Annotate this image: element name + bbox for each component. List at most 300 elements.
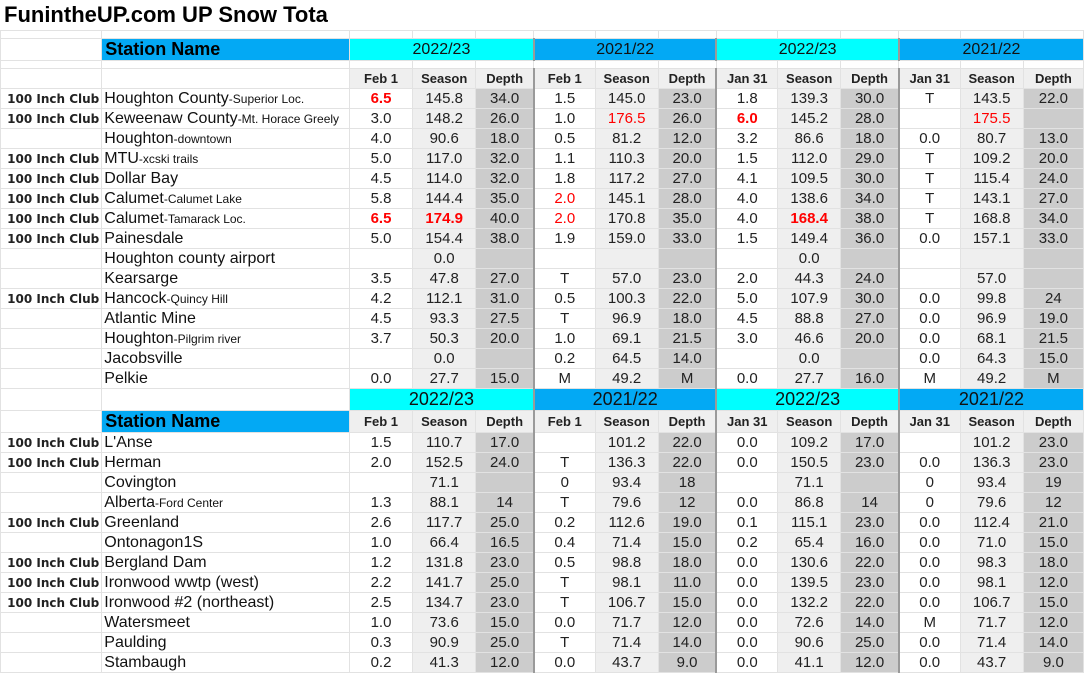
data-cell[interactable]: 23.0 xyxy=(841,573,899,593)
data-cell[interactable]: 1.8 xyxy=(716,89,777,109)
data-cell[interactable] xyxy=(534,433,595,453)
data-cell[interactable]: 5.8 xyxy=(349,189,412,209)
data-cell[interactable]: 0.2 xyxy=(534,513,595,533)
data-cell[interactable]: 3.0 xyxy=(349,109,412,129)
data-cell[interactable]: 64.3 xyxy=(960,349,1023,369)
data-cell[interactable]: 1.1 xyxy=(534,149,595,169)
data-cell[interactable]: 27.0 xyxy=(476,269,534,289)
data-cell[interactable]: 66.4 xyxy=(413,533,476,553)
data-cell[interactable]: 0.0 xyxy=(716,453,777,473)
data-cell[interactable]: 15.0 xyxy=(658,593,716,613)
data-cell[interactable]: 46.6 xyxy=(778,329,841,349)
data-cell[interactable]: 143.5 xyxy=(960,89,1023,109)
data-cell[interactable]: 0.0 xyxy=(716,613,777,633)
data-cell[interactable]: 16.0 xyxy=(841,369,899,389)
data-cell[interactable]: 0.5 xyxy=(534,289,595,309)
data-cell[interactable]: 0.0 xyxy=(716,493,777,513)
data-cell[interactable]: 0.0 xyxy=(899,573,960,593)
data-cell[interactable]: 114.0 xyxy=(413,169,476,189)
data-cell[interactable]: 141.7 xyxy=(413,573,476,593)
data-cell[interactable]: 23.0 xyxy=(841,513,899,533)
data-cell[interactable] xyxy=(841,249,899,269)
data-cell[interactable]: 130.6 xyxy=(778,553,841,573)
data-cell[interactable]: 0.5 xyxy=(534,129,595,149)
data-cell[interactable]: 0.0 xyxy=(413,249,476,269)
data-cell[interactable]: 57.0 xyxy=(960,269,1023,289)
data-cell[interactable]: 24 xyxy=(1023,289,1083,309)
data-cell[interactable]: 0.0 xyxy=(899,533,960,553)
data-cell[interactable]: 107.9 xyxy=(778,289,841,309)
data-cell[interactable]: 79.6 xyxy=(595,493,658,513)
data-cell[interactable]: 109.2 xyxy=(960,149,1023,169)
data-cell[interactable]: 139.5 xyxy=(778,573,841,593)
data-cell[interactable]: 4.2 xyxy=(349,289,412,309)
data-cell[interactable]: 23.0 xyxy=(476,553,534,573)
data-cell[interactable]: 109.2 xyxy=(778,433,841,453)
data-cell[interactable]: 115.4 xyxy=(960,169,1023,189)
data-cell[interactable]: 101.2 xyxy=(960,433,1023,453)
data-cell[interactable]: 34.0 xyxy=(841,189,899,209)
data-cell[interactable]: 112.1 xyxy=(413,289,476,309)
data-cell[interactable]: 90.6 xyxy=(413,129,476,149)
data-cell[interactable]: 16.5 xyxy=(476,533,534,553)
data-cell[interactable]: M xyxy=(658,369,716,389)
data-cell[interactable]: 27.0 xyxy=(1023,189,1083,209)
data-cell[interactable]: 20.0 xyxy=(476,329,534,349)
data-cell[interactable]: 30.0 xyxy=(841,89,899,109)
data-cell[interactable]: 19 xyxy=(1023,473,1083,493)
data-cell[interactable]: 98.1 xyxy=(595,573,658,593)
data-cell[interactable]: 4.5 xyxy=(349,309,412,329)
data-cell[interactable]: 36.0 xyxy=(841,229,899,249)
data-cell[interactable]: 0.0 xyxy=(778,249,841,269)
data-cell[interactable] xyxy=(476,473,534,493)
data-cell[interactable] xyxy=(899,433,960,453)
data-cell[interactable]: 136.3 xyxy=(960,453,1023,473)
data-cell[interactable] xyxy=(899,249,960,269)
data-cell[interactable]: 3.0 xyxy=(716,329,777,349)
data-cell[interactable] xyxy=(960,249,1023,269)
data-cell[interactable]: 2.6 xyxy=(349,513,412,533)
data-cell[interactable]: 110.7 xyxy=(413,433,476,453)
data-cell[interactable]: 35.0 xyxy=(658,209,716,229)
data-cell[interactable]: 64.5 xyxy=(595,349,658,369)
data-cell[interactable]: 2.5 xyxy=(349,593,412,613)
data-cell[interactable]: 25.0 xyxy=(841,633,899,653)
data-cell[interactable]: 27.5 xyxy=(476,309,534,329)
data-cell[interactable]: 47.8 xyxy=(413,269,476,289)
data-cell[interactable]: 0.0 xyxy=(716,553,777,573)
data-cell[interactable]: M xyxy=(534,369,595,389)
data-cell[interactable]: 0.0 xyxy=(899,653,960,673)
data-cell[interactable]: 4.5 xyxy=(349,169,412,189)
data-cell[interactable]: 4.0 xyxy=(716,189,777,209)
data-cell[interactable]: 23.0 xyxy=(841,453,899,473)
data-cell[interactable]: 0.0 xyxy=(534,613,595,633)
data-cell[interactable]: 176.5 xyxy=(595,109,658,129)
data-cell[interactable]: 1.9 xyxy=(534,229,595,249)
data-cell[interactable]: 98.8 xyxy=(595,553,658,573)
data-cell[interactable]: 0.0 xyxy=(716,653,777,673)
data-cell[interactable]: 175.5 xyxy=(960,109,1023,129)
data-cell[interactable]: 22.0 xyxy=(1023,89,1083,109)
data-cell[interactable]: 12 xyxy=(1023,493,1083,513)
data-cell[interactable]: 2.0 xyxy=(716,269,777,289)
data-cell[interactable]: 109.5 xyxy=(778,169,841,189)
data-cell[interactable]: 0.0 xyxy=(899,553,960,573)
data-cell[interactable] xyxy=(841,473,899,493)
data-cell[interactable]: 80.7 xyxy=(960,129,1023,149)
data-cell[interactable]: 71.0 xyxy=(960,533,1023,553)
data-cell[interactable]: 145.1 xyxy=(595,189,658,209)
data-cell[interactable]: 159.0 xyxy=(595,229,658,249)
data-cell[interactable]: 145.2 xyxy=(778,109,841,129)
data-cell[interactable]: 1.0 xyxy=(349,533,412,553)
data-cell[interactable]: 0.0 xyxy=(349,369,412,389)
data-cell[interactable]: 13.0 xyxy=(1023,129,1083,149)
data-cell[interactable]: 57.0 xyxy=(595,269,658,289)
data-cell[interactable]: 136.3 xyxy=(595,453,658,473)
data-cell[interactable]: 17.0 xyxy=(476,433,534,453)
data-cell[interactable]: 174.9 xyxy=(413,209,476,229)
data-cell[interactable]: 0.0 xyxy=(534,653,595,673)
data-cell[interactable]: 22.0 xyxy=(841,553,899,573)
data-cell[interactable]: 100.3 xyxy=(595,289,658,309)
data-cell[interactable]: 98.3 xyxy=(960,553,1023,573)
data-cell[interactable]: T xyxy=(899,149,960,169)
data-cell[interactable]: 15.0 xyxy=(658,533,716,553)
data-cell[interactable]: 71.7 xyxy=(960,613,1023,633)
data-cell[interactable]: T xyxy=(534,309,595,329)
data-cell[interactable]: 71.4 xyxy=(595,533,658,553)
data-cell[interactable]: 1.2 xyxy=(349,553,412,573)
data-cell[interactable]: 149.4 xyxy=(778,229,841,249)
data-cell[interactable]: 23.0 xyxy=(658,269,716,289)
data-cell[interactable] xyxy=(349,473,412,493)
data-cell[interactable]: 4.0 xyxy=(349,129,412,149)
data-cell[interactable]: T xyxy=(534,593,595,613)
data-cell[interactable]: 3.7 xyxy=(349,329,412,349)
data-cell[interactable]: 27.0 xyxy=(841,309,899,329)
data-cell[interactable]: 18.0 xyxy=(658,553,716,573)
data-cell[interactable] xyxy=(534,249,595,269)
data-cell[interactable]: 88.8 xyxy=(778,309,841,329)
data-cell[interactable]: 106.7 xyxy=(595,593,658,613)
data-cell[interactable]: 0 xyxy=(899,493,960,513)
data-cell[interactable] xyxy=(716,349,777,369)
data-cell[interactable]: 65.4 xyxy=(778,533,841,553)
data-cell[interactable]: 32.0 xyxy=(476,149,534,169)
data-cell[interactable]: 14.0 xyxy=(841,613,899,633)
data-cell[interactable]: 3.2 xyxy=(716,129,777,149)
data-cell[interactable]: 154.4 xyxy=(413,229,476,249)
data-cell[interactable]: 14 xyxy=(476,493,534,513)
data-cell[interactable]: 15.0 xyxy=(476,613,534,633)
data-cell[interactable]: 0.0 xyxy=(899,633,960,653)
data-cell[interactable]: 21.5 xyxy=(1023,329,1083,349)
data-cell[interactable]: 144.4 xyxy=(413,189,476,209)
data-cell[interactable]: 30.0 xyxy=(841,169,899,189)
data-cell[interactable]: 0.0 xyxy=(899,453,960,473)
data-cell[interactable]: 23.0 xyxy=(1023,433,1083,453)
data-cell[interactable]: 93.4 xyxy=(960,473,1023,493)
data-cell[interactable]: 1.8 xyxy=(534,169,595,189)
data-cell[interactable] xyxy=(716,249,777,269)
data-cell[interactable]: 145.0 xyxy=(595,89,658,109)
data-cell[interactable]: 6.5 xyxy=(349,89,412,109)
data-cell[interactable]: 12.0 xyxy=(841,653,899,673)
data-cell[interactable]: 98.1 xyxy=(960,573,1023,593)
data-cell[interactable]: 0.0 xyxy=(899,289,960,309)
data-cell[interactable]: 148.2 xyxy=(413,109,476,129)
data-cell[interactable]: 15.0 xyxy=(1023,593,1083,613)
data-cell[interactable]: 110.3 xyxy=(595,149,658,169)
data-cell[interactable]: 40.0 xyxy=(476,209,534,229)
data-cell[interactable]: 69.1 xyxy=(595,329,658,349)
data-cell[interactable]: 0.0 xyxy=(716,433,777,453)
data-cell[interactable]: 2.0 xyxy=(534,209,595,229)
data-cell[interactable]: 26.0 xyxy=(476,109,534,129)
data-cell[interactable] xyxy=(476,349,534,369)
data-cell[interactable]: 0.2 xyxy=(349,653,412,673)
data-cell[interactable]: 73.6 xyxy=(413,613,476,633)
data-cell[interactable]: 3.5 xyxy=(349,269,412,289)
data-cell[interactable]: 2.0 xyxy=(349,453,412,473)
data-cell[interactable]: T xyxy=(534,493,595,513)
data-cell[interactable] xyxy=(716,473,777,493)
data-cell[interactable]: T xyxy=(899,189,960,209)
data-cell[interactable]: 0 xyxy=(534,473,595,493)
data-cell[interactable]: 49.2 xyxy=(595,369,658,389)
data-cell[interactable]: 81.2 xyxy=(595,129,658,149)
data-cell[interactable]: 152.5 xyxy=(413,453,476,473)
data-cell[interactable]: 33.0 xyxy=(1023,229,1083,249)
data-cell[interactable]: 49.2 xyxy=(960,369,1023,389)
data-cell[interactable]: 5.0 xyxy=(716,289,777,309)
data-cell[interactable] xyxy=(349,349,412,369)
data-cell[interactable]: 23.0 xyxy=(1023,453,1083,473)
data-cell[interactable]: 11.0 xyxy=(658,573,716,593)
data-cell[interactable]: 25.0 xyxy=(476,573,534,593)
data-cell[interactable]: 112.0 xyxy=(778,149,841,169)
data-cell[interactable]: 24.0 xyxy=(476,453,534,473)
data-cell[interactable]: 1.0 xyxy=(534,329,595,349)
data-cell[interactable]: 20.0 xyxy=(658,149,716,169)
data-cell[interactable]: 170.8 xyxy=(595,209,658,229)
data-cell[interactable]: 0.0 xyxy=(716,633,777,653)
data-cell[interactable]: 112.6 xyxy=(595,513,658,533)
data-cell[interactable]: 19.0 xyxy=(658,513,716,533)
data-cell[interactable]: 0.4 xyxy=(534,533,595,553)
data-cell[interactable]: 41.3 xyxy=(413,653,476,673)
data-cell[interactable]: 2.0 xyxy=(534,189,595,209)
data-cell[interactable]: 0.0 xyxy=(899,329,960,349)
data-cell[interactable]: 15.0 xyxy=(1023,349,1083,369)
data-cell[interactable]: 21.5 xyxy=(658,329,716,349)
data-cell[interactable]: 5.0 xyxy=(349,229,412,249)
data-cell[interactable]: 145.8 xyxy=(413,89,476,109)
data-cell[interactable]: 19.0 xyxy=(1023,309,1083,329)
data-cell[interactable]: 20.0 xyxy=(1023,149,1083,169)
data-cell[interactable]: 1.3 xyxy=(349,493,412,513)
data-cell[interactable]: 1.5 xyxy=(534,89,595,109)
data-cell[interactable]: 22.0 xyxy=(841,593,899,613)
data-cell[interactable]: 6.5 xyxy=(349,209,412,229)
data-cell[interactable]: 0.2 xyxy=(534,349,595,369)
data-cell[interactable]: 27.7 xyxy=(413,369,476,389)
data-cell[interactable]: 18 xyxy=(658,473,716,493)
data-cell[interactable]: M xyxy=(899,613,960,633)
data-cell[interactable]: 138.6 xyxy=(778,189,841,209)
data-cell[interactable]: 0.2 xyxy=(716,533,777,553)
data-cell[interactable]: 35.0 xyxy=(476,189,534,209)
data-cell[interactable]: 38.0 xyxy=(841,209,899,229)
data-cell[interactable]: 22.0 xyxy=(658,289,716,309)
data-cell[interactable]: 14.0 xyxy=(1023,633,1083,653)
data-cell[interactable]: 71.7 xyxy=(595,613,658,633)
data-cell[interactable]: T xyxy=(534,633,595,653)
data-cell[interactable]: T xyxy=(899,209,960,229)
data-cell[interactable]: 26.0 xyxy=(658,109,716,129)
data-cell[interactable] xyxy=(658,249,716,269)
data-cell[interactable]: 88.1 xyxy=(413,493,476,513)
data-cell[interactable]: 43.7 xyxy=(595,653,658,673)
data-cell[interactable]: 0 xyxy=(899,473,960,493)
data-cell[interactable]: 93.3 xyxy=(413,309,476,329)
data-cell[interactable]: M xyxy=(1023,369,1083,389)
data-cell[interactable]: 0.0 xyxy=(899,349,960,369)
data-cell[interactable] xyxy=(476,249,534,269)
data-cell[interactable]: 9.0 xyxy=(658,653,716,673)
data-cell[interactable]: 22.0 xyxy=(658,453,716,473)
data-cell[interactable]: 14.0 xyxy=(658,633,716,653)
data-cell[interactable]: 12.0 xyxy=(658,129,716,149)
data-cell[interactable]: 0.0 xyxy=(716,369,777,389)
data-cell[interactable]: 27.0 xyxy=(658,169,716,189)
data-cell[interactable]: 23.0 xyxy=(658,89,716,109)
data-cell[interactable]: 134.7 xyxy=(413,593,476,613)
data-cell[interactable] xyxy=(349,249,412,269)
data-cell[interactable]: 23.0 xyxy=(476,593,534,613)
data-cell[interactable]: 15.0 xyxy=(476,369,534,389)
data-cell[interactable]: 24.0 xyxy=(841,269,899,289)
data-cell[interactable]: 1.5 xyxy=(716,229,777,249)
data-cell[interactable]: 86.8 xyxy=(778,493,841,513)
data-cell[interactable]: 18.0 xyxy=(841,129,899,149)
data-cell[interactable]: 28.0 xyxy=(841,109,899,129)
data-cell[interactable]: 0.0 xyxy=(778,349,841,369)
data-cell[interactable]: 1.0 xyxy=(534,109,595,129)
data-cell[interactable]: 0.3 xyxy=(349,633,412,653)
data-cell[interactable]: T xyxy=(899,169,960,189)
data-cell[interactable]: 117.7 xyxy=(413,513,476,533)
data-cell[interactable]: 72.6 xyxy=(778,613,841,633)
data-cell[interactable]: 86.6 xyxy=(778,129,841,149)
data-cell[interactable]: 9.0 xyxy=(1023,653,1083,673)
data-cell[interactable]: 117.0 xyxy=(413,149,476,169)
data-cell[interactable]: 71.4 xyxy=(595,633,658,653)
data-cell[interactable]: T xyxy=(534,573,595,593)
data-cell[interactable]: T xyxy=(899,89,960,109)
data-cell[interactable] xyxy=(899,269,960,289)
data-cell[interactable]: 18.0 xyxy=(1023,553,1083,573)
data-cell[interactable]: 12 xyxy=(658,493,716,513)
data-cell[interactable]: 71.1 xyxy=(413,473,476,493)
data-cell[interactable] xyxy=(1023,249,1083,269)
data-cell[interactable]: M xyxy=(899,369,960,389)
data-cell[interactable] xyxy=(1023,109,1083,129)
data-cell[interactable]: T xyxy=(534,269,595,289)
data-cell[interactable]: 27.7 xyxy=(778,369,841,389)
data-cell[interactable]: 0.0 xyxy=(899,309,960,329)
data-cell[interactable]: 132.2 xyxy=(778,593,841,613)
data-cell[interactable]: 0.0 xyxy=(899,229,960,249)
data-cell[interactable]: 0.0 xyxy=(899,513,960,533)
data-cell[interactable]: 16.0 xyxy=(841,533,899,553)
data-cell[interactable]: 12.0 xyxy=(1023,573,1083,593)
data-cell[interactable]: 4.1 xyxy=(716,169,777,189)
data-cell[interactable]: 30.0 xyxy=(841,289,899,309)
data-cell[interactable]: 33.0 xyxy=(658,229,716,249)
data-cell[interactable]: 43.7 xyxy=(960,653,1023,673)
data-cell[interactable]: 101.2 xyxy=(595,433,658,453)
data-cell[interactable]: 21.0 xyxy=(1023,513,1083,533)
data-cell[interactable] xyxy=(595,249,658,269)
data-cell[interactable]: 0.0 xyxy=(716,593,777,613)
data-cell[interactable] xyxy=(899,109,960,129)
data-cell[interactable]: 90.6 xyxy=(778,633,841,653)
data-cell[interactable]: 139.3 xyxy=(778,89,841,109)
data-cell[interactable]: 106.7 xyxy=(960,593,1023,613)
data-cell[interactable]: 131.8 xyxy=(413,553,476,573)
data-cell[interactable]: 2.2 xyxy=(349,573,412,593)
data-cell[interactable]: 115.1 xyxy=(778,513,841,533)
data-cell[interactable]: 12.0 xyxy=(476,653,534,673)
data-cell[interactable]: 25.0 xyxy=(476,633,534,653)
data-cell[interactable]: 32.0 xyxy=(476,169,534,189)
data-cell[interactable]: 12.0 xyxy=(1023,613,1083,633)
data-cell[interactable]: 0.1 xyxy=(716,513,777,533)
data-cell[interactable]: 0.0 xyxy=(899,129,960,149)
data-cell[interactable]: 38.0 xyxy=(476,229,534,249)
data-cell[interactable]: 96.9 xyxy=(960,309,1023,329)
data-cell[interactable]: 15.0 xyxy=(1023,533,1083,553)
data-cell[interactable]: 71.1 xyxy=(778,473,841,493)
data-cell[interactable] xyxy=(1023,269,1083,289)
data-cell[interactable]: 93.4 xyxy=(595,473,658,493)
data-cell[interactable]: 17.0 xyxy=(841,433,899,453)
data-cell[interactable]: 96.9 xyxy=(595,309,658,329)
data-cell[interactable]: 18.0 xyxy=(476,129,534,149)
data-cell[interactable]: 90.9 xyxy=(413,633,476,653)
data-cell[interactable]: 50.3 xyxy=(413,329,476,349)
data-cell[interactable]: 6.0 xyxy=(716,109,777,129)
data-cell[interactable]: 41.1 xyxy=(778,653,841,673)
data-cell[interactable]: 112.4 xyxy=(960,513,1023,533)
data-cell[interactable]: 168.8 xyxy=(960,209,1023,229)
data-cell[interactable]: 0.5 xyxy=(534,553,595,573)
data-cell[interactable]: 1.0 xyxy=(349,613,412,633)
data-cell[interactable]: 71.4 xyxy=(960,633,1023,653)
data-cell[interactable]: 20.0 xyxy=(841,329,899,349)
data-cell[interactable]: 44.3 xyxy=(778,269,841,289)
data-cell[interactable]: 22.0 xyxy=(658,433,716,453)
data-cell[interactable]: 14 xyxy=(841,493,899,513)
data-cell[interactable]: 4.5 xyxy=(716,309,777,329)
data-cell[interactable]: T xyxy=(534,453,595,473)
data-cell[interactable]: 1.5 xyxy=(349,433,412,453)
data-cell[interactable]: 25.0 xyxy=(476,513,534,533)
